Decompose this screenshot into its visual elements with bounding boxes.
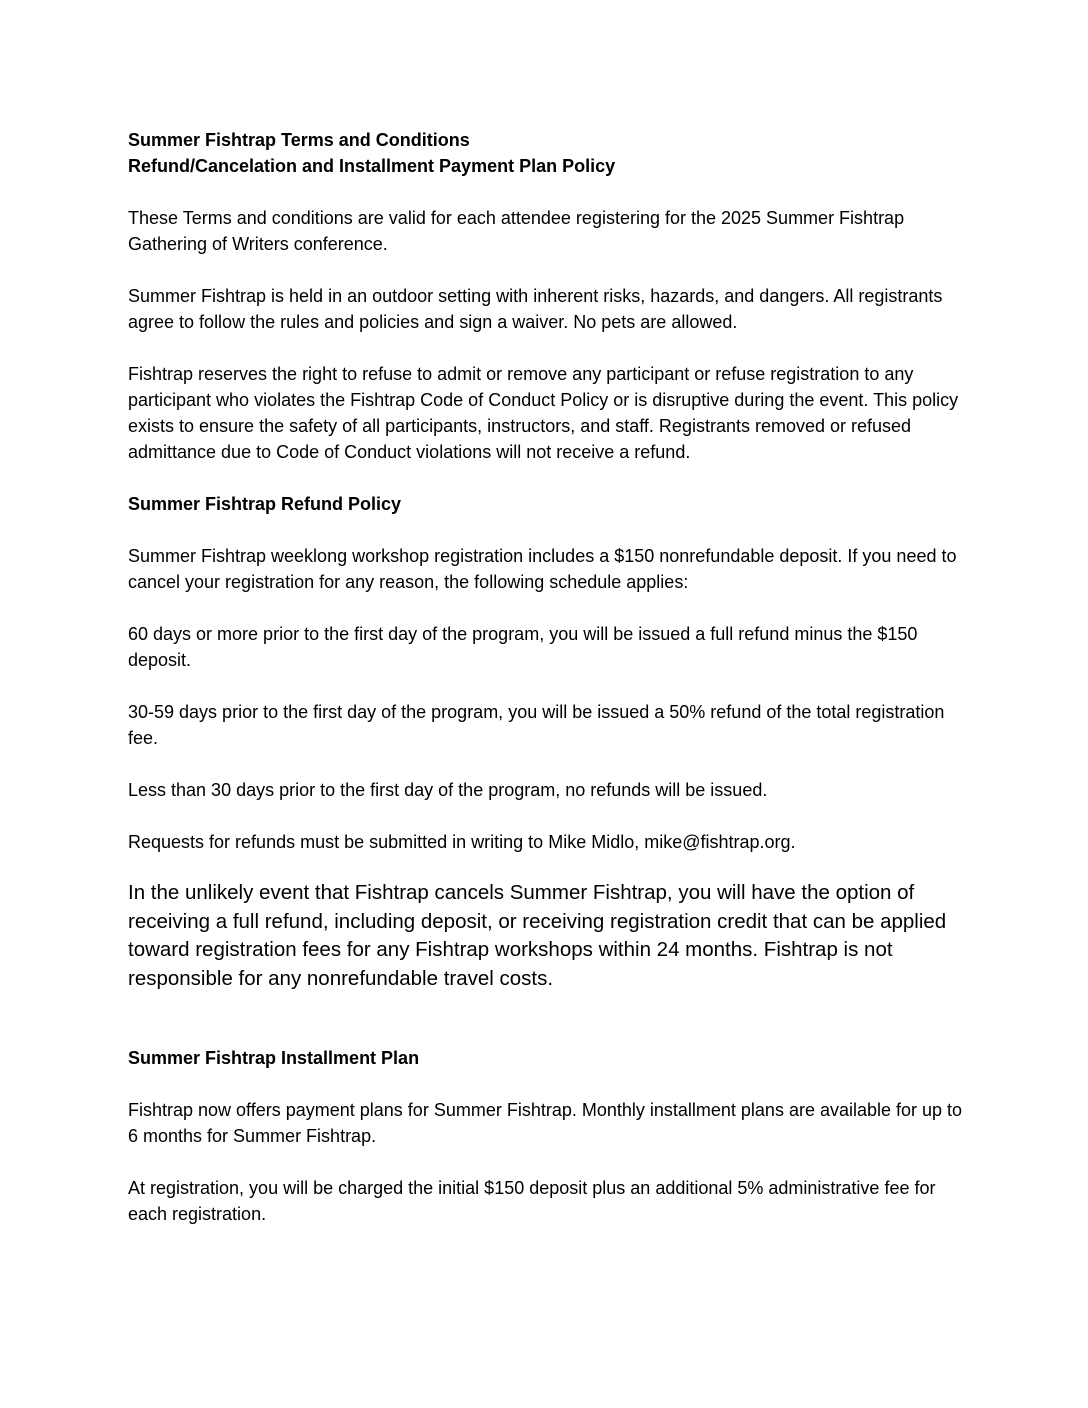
refund-paragraph-requests: Requests for refunds must be submitted in writing to Mike Midlo, mike@fishtrap.org.	[128, 832, 796, 852]
document-subtitle: Refund/Cancelation and Installment Payment Plan Policy	[128, 156, 616, 176]
document-title: Summer Fishtrap Terms and Conditions	[128, 130, 470, 150]
refund-paragraph-under-30-days: Less than 30 days prior to the first day of the program, no refunds will be issued.	[128, 780, 768, 800]
intro-paragraph-code-of-conduct: Fishtrap reserves the right to refuse to admit or remove any participant or refuse registration to any participant who violates the Fishtrap Code of Conduct Policy or is disruptive during the event. This policy exists to ensure the safety of all participants, instructors, and staff. Registrants removed or refused admittance due to Code of Conduct violations will not receive a refund.	[128, 364, 959, 462]
refund-paragraph-30-59-days: 30-59 days prior to the first day of the program, you will be issued a 50% refund of the total registration fee.	[128, 702, 945, 748]
intro-paragraph-validity: These Terms and conditions are valid for each attendee registering for the 2025 Summer Fishtrap Gathering of Writers conference.	[128, 208, 905, 254]
cancellation-note: In the unlikely event that Fishtrap cancels Summer Fishtrap, you will have the option of receiving a full refund, including deposit, or receiving registration credit that can be applied toward registration fees for any Fishtrap workshops within 24 months. Fishtrap is not responsible for any nonrefundable travel costs.	[128, 881, 947, 990]
refund-paragraph-deposit: Summer Fishtrap weeklong workshop registration includes a $150 nonrefundable deposit. If you need to cancel your registration for any reason, the following schedule applies:	[128, 546, 957, 592]
refund-paragraph-60-days: 60 days or more prior to the first day of the program, you will be issued a full refund minus the $150 deposit.	[128, 624, 918, 670]
installment-paragraph-charges: At registration, you will be charged the initial $150 deposit plus an additional 5% administrative fee for each registration.	[128, 1178, 936, 1224]
refund-policy-heading: Summer Fishtrap Refund Policy	[128, 494, 402, 514]
installment-paragraph-offer: Fishtrap now offers payment plans for Summer Fishtrap. Monthly installment plans are available for up to 6 months for Summer Fishtrap.	[128, 1100, 963, 1146]
installment-plan-heading: Summer Fishtrap Installment Plan	[128, 1048, 420, 1068]
intro-paragraph-outdoor-setting: Summer Fishtrap is held in an outdoor setting with inherent risks, hazards, and dangers. All registrants agree to follow the rules and policies and sign a waiver. No pets are allowed.	[128, 286, 943, 332]
document-page	[128, 127, 968, 1227]
